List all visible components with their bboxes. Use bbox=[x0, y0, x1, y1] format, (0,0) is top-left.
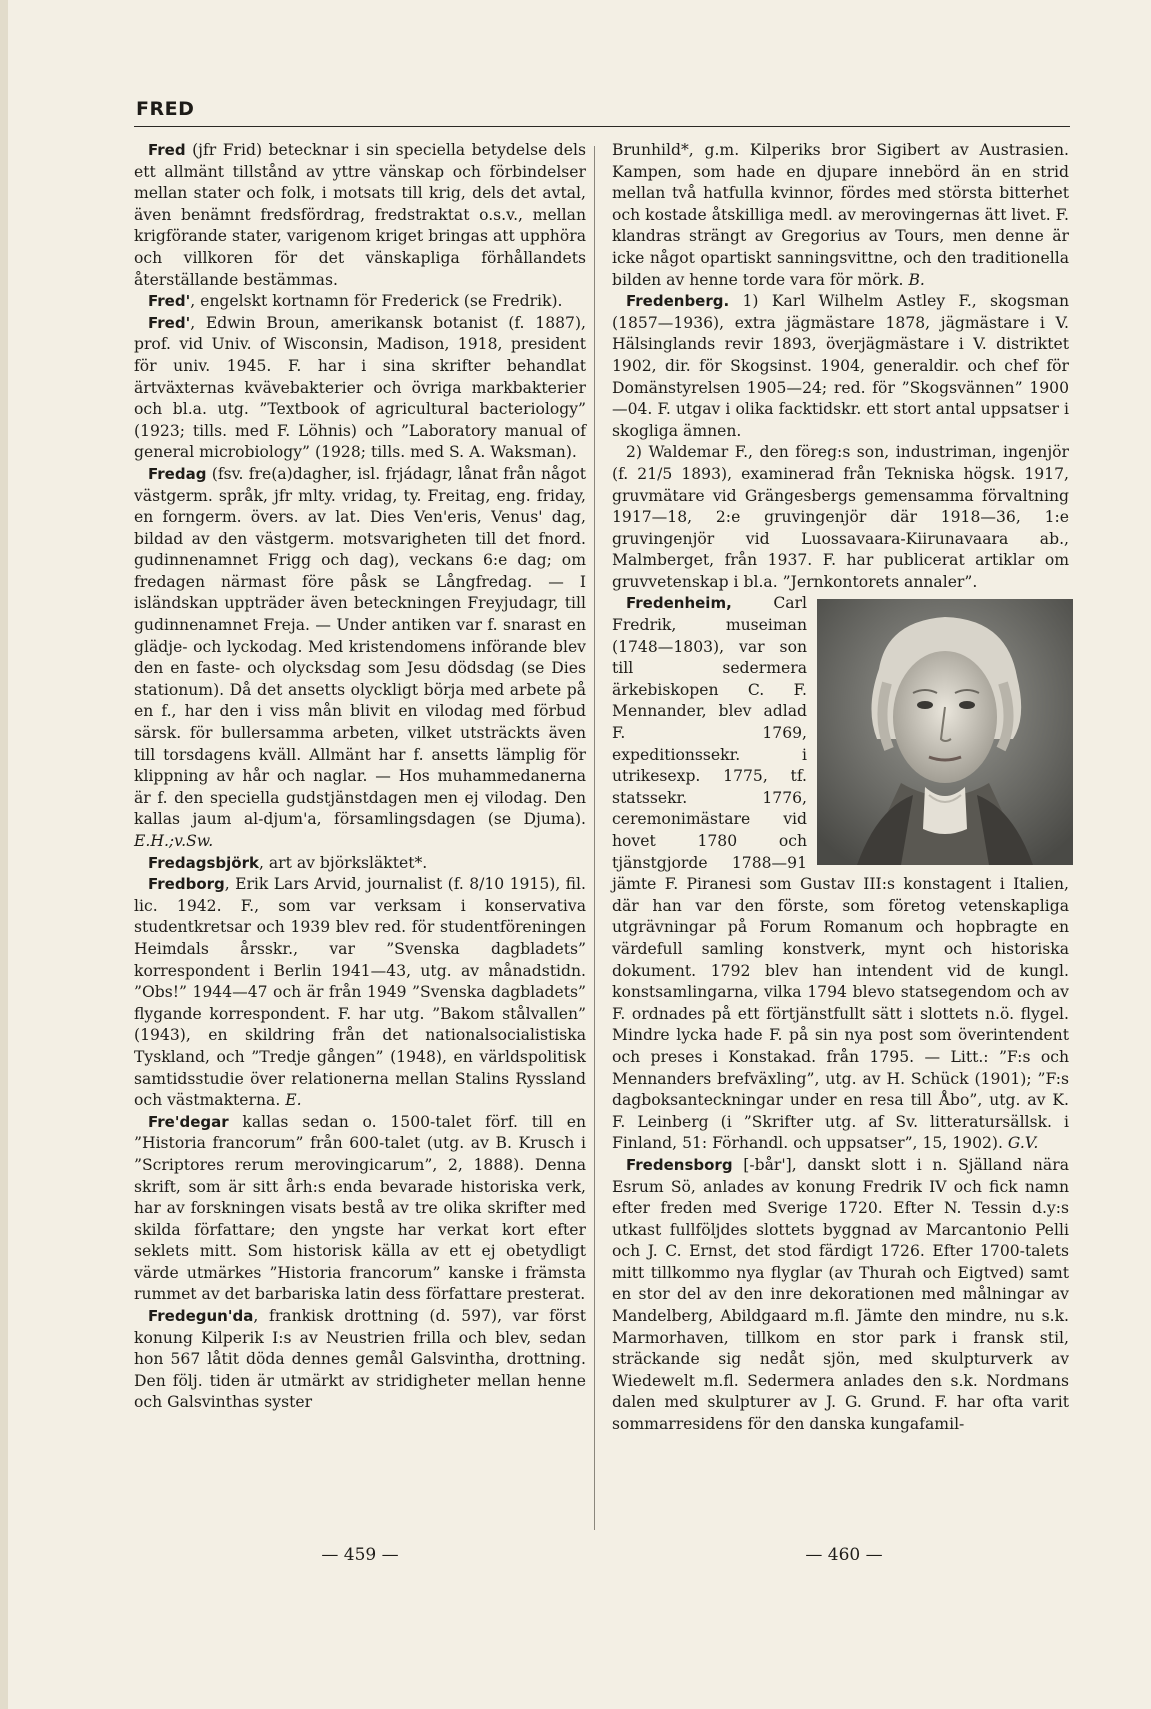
entry-text: , Erik Lars Arvid, journalist (f. 8/10 1915), fil. lic. 1942. F., som var verksam i konservativa studentkretsar och 1939 blev red. för studentföreningen Heimdals årsskr., var ”Svenska dagbladets” korrespondent i Berlin 1941—43, utg. av månadstidn. ”Obs!” 1944—47 och är från 1949 ”Svenska dagbladets” flygande korrespondent. F. har utg. ”Bakom stålvallen” (1943), en skildring från det nationalsocialistiska Tyskland, och ”Tredje gången” (1948), en världspolitisk samtidsstudie över relationerna mellan Stalins Ryssland och västmakterna. bbox=[134, 875, 586, 1110]
headword: Fred' bbox=[148, 292, 191, 311]
running-head: FRED bbox=[136, 98, 195, 120]
signature: G.V. bbox=[1007, 1134, 1039, 1153]
entry-text: 2) Waldemar F., den föreg:s son, industriman, ingenjör (f. 21/5 1893), examinerad från Tekniska högsk. 1917, gruvmätare vid Grängesbergs gemensamma förvaltning 1917—18, 2:e gruvingenjör där 1918—36, 1:e gruvingenjör vid Luossavaara-Kiirunavaara ab., Malmberget, från 1937. F. har publicerat artiklar om gruvvetenskap i bl.a. ”Jernkontorets annaler”. bbox=[612, 443, 1069, 591]
entry-text: , art av björksläktet*. bbox=[258, 853, 428, 872]
signature: E.H.;v.Sw. bbox=[134, 832, 214, 850]
entry-text: (fsv. fre(a)dagher, isl. frjádagr, lånat från något västgerm. språk, jfr mlty. vridag, ty. Freitag, eng. friday, en forngerm. övers. av lat. Dies Ven'eris, Venus' dag, bildad av den västgerm. motsvarigheten till det fnord. gudinnenamnet Frigg och dag), veckans 6:e dag; om fredagen närmast före påsk se Långfredag. — I isländskan uppträder även beteckningen Freyjudagr, till gudinnenamnet Freja. — Under antiken var f. snarast en glädje- och lyckodag. Med kristendomens införande blev den en faste- och olycksdag som Jesu dödsdag (se Dies stationum). Då det ansetts olyckligt börja med arbete på en f., har den i viss mån blivit en vilodag med förbud särsk. för bullersamma arbeten, vilket utsträckts även till torsdagens kväll. Allmänt har f. ansetts lämplig för klippning av hår och naglar. — Hos muhammedanerna är f. den speciella gudstjänstdagen men ej vilodag. Den kallas jaum al-djum'a, församlingsdagen (se Djuma). bbox=[134, 464, 586, 829]
entry-text: , frankisk drottning (d. 597), var först konung Kilperik I:s av Neustrien frilla och blev, sedan hon 567 låtit döda dennes gemål Galsvintha, drottning. Den följ. tiden är utmärkt av stridigheter mellan henne och Galsvinthas syster bbox=[134, 1307, 586, 1412]
entry-text: , engelskt kortnamn för Frederick (se Fredrik). bbox=[190, 292, 563, 311]
signature: E. bbox=[285, 1091, 302, 1110]
headword: Fred bbox=[148, 141, 186, 159]
headword: Fredegun'da bbox=[148, 1307, 254, 1326]
entry-fredenheim bbox=[612, 593, 1069, 1154]
entry-fredagsbjork bbox=[134, 853, 586, 875]
right-column bbox=[612, 140, 1069, 1436]
headword: Fre'degar bbox=[148, 1112, 229, 1131]
entry-fredborg bbox=[134, 874, 586, 1112]
entry-fredegunda-cont bbox=[612, 140, 1069, 291]
entry-fred-edwin bbox=[134, 313, 586, 464]
entry-fredenberg bbox=[612, 291, 1069, 442]
headword: Fredborg bbox=[148, 875, 225, 894]
portrait-fredenheim bbox=[817, 599, 1073, 865]
entry-fredag bbox=[134, 464, 586, 853]
headword: Fredensborg bbox=[626, 1155, 733, 1174]
headword: Fredenberg. bbox=[626, 292, 730, 311]
entry-text: Carl Fredrik, museiman (1748—1803), var son till sedermera ärkebiskopen C. F. Mennander, blev adlad F. 1769, expeditionssekr. i utrikesexp. 1775, tf. statssekr. 1776, ceremonimästare vid hovet 1780 och tjänstgjorde 1788—91 jämte F. Piranesi som Gustav III:s konstagent i Italien, där han var den förste, som företog vetenskapliga utgrävningar på Forum Romanum och hopbragte en värdefull samling konstverk, mynt och historiska dokument. 1792 blev han intendent vid de kungl. konstsamlingarna, vilka 1794 blevo statsegendom och av F. ordnades på ett förtjänstfullt sätt i slottets n.ö. flygel. Mindre lycka hade F. på sin nya post som överintendent och preses i Konstakad. från 1795. — Litt.: ”F:s och Mennanders brefväxling”, utg. av H. Schück (1901); ”F:s dagboksanteckningar under en resa till Åbo”, utg. av K. F. Leinberg (i ”Skrifter utg. af Sv. litteratursällsk. i Finland, 51: Förhandl. och uppsatser”, 15, 1902). bbox=[612, 594, 1069, 1153]
entry-text: 1) Karl Wilhelm Astley F., skogsman (1857—1936), extra jägmästare 1878, jägmästare i V. Hälsinglands revir 1893, överjägmästare i V. distriktet 1902, dir. för Skogsinst. 1904, generaldir. och chef för Domänstyrelsen 1905—24; red. för ”Skogsvännen” 1900—04. F. utgav i olika facktidskr. ett stort antal uppsatser i skogliga ämnen. bbox=[612, 292, 1069, 440]
entry-text: , Edwin Broun, amerikansk botanist (f. 1887), prof. vid Univ. of Wisconsin, Madison, 1918, president för univ. 1945. F. har i sina skrifter behandlat ärtväxternas kvävebakterier och övriga markbakterier och bl.a. utg. ”Textbook of agricultural bacteriology” (1923; tills. med F. Löhnis) och ”Laboratory manual of general microbiology” (1928; tills. med S. A. Waksman). bbox=[134, 313, 586, 462]
headword: Fredagsbjörk bbox=[148, 853, 259, 872]
column-divider bbox=[594, 146, 595, 1530]
entry-fredegar bbox=[134, 1112, 586, 1306]
portrait-image bbox=[817, 599, 1073, 865]
left-column bbox=[134, 140, 586, 1414]
entry-text: Brunhild*, g.m. Kilperiks bror Sigibert av Austrasien. Kampen, som hade en djupare innebörd än en strid mellan två hatfulla kvinnor, fördes med största bitterhet och kostade åtskilliga medl. av merovingernas ätt livet. F. klandras strängt av Gregorius av Tours, men denne är icke något opartiskt sanningsvittne, och den traditionella bilden av henne torde vara för mörk. bbox=[612, 141, 1069, 289]
entry-fred-english bbox=[134, 291, 586, 313]
entry-text: [-bår'], danskt slott i n. Själland nära Esrum Sö, anlades av konung Fredrik IV och fick namn efter freden med Sverige 1720. Efter N. Tessin d.y:s utkast fullföljdes slottets byggnad av Marcantonio Pelli och J. C. Ernst, det stod färdigt 1726. Efter 1700-talets mitt tillkommo nya flyglar (av Thurah och Eigtved) samt en stor del av den inre dekorationen med målningar av Mandelberg, Abildgaard m.fl. Jämte den mindre, nu s.k. Marmorhaven, tillkom en stor park i fransk stil, sträckande sig nedåt sjön, med skulpturverk av Wiedewelt m.fl. Sedermera anlades den s.k. Nordmans dalen med skulpturer av J. G. Grund. F. har ofta varit sommarresidens för den danska kungafamil- bbox=[612, 1155, 1069, 1434]
page-number-left: — 459 — bbox=[321, 1545, 399, 1565]
entry-fredegunda bbox=[134, 1306, 586, 1414]
page-number-right: — 460 — bbox=[805, 1545, 883, 1565]
headword: Fred' bbox=[148, 313, 191, 332]
entry-text: (jfr Frid) betecknar i sin speciella betydelse dels ett allmänt tillstånd av yttre vänskap och förbindelser mellan stater och folk, i motsats till krig, dels det avtal, även benämnt fredsfördrag, fredstraktat o.s.v., mellan krigförande stater, varigenom kriget bringas att upphöra och villkoren för det vänskapliga förhållandets återställande bestämmas. bbox=[134, 141, 586, 289]
signature: B. bbox=[908, 270, 925, 289]
entry-fredenberg-2 bbox=[612, 442, 1069, 593]
header-rule bbox=[134, 126, 1070, 127]
headword: Fredenheim, bbox=[626, 594, 732, 613]
entry-fredensborg bbox=[612, 1155, 1069, 1436]
entry-text: kallas sedan o. 1500-talet förf. till en ”Historia francorum” från 600-talet (utg. av B. Krusch i ”Scriptores rerum merovingicarum”, 2, 1888). Denna skrift, som är sitt årh:s enda bevarade historiska verk, har av forskningen visats bestå av tre olika skrifter med skilda författare; den yngste har verkat kort efter seklets mitt. Som historisk källa av ett ej obetydligt värde utmärkes ”Historia francorum” kanske i främsta rummet av det barbariska latin dess författare presterat. bbox=[134, 1112, 586, 1304]
entry-fred bbox=[134, 140, 586, 291]
headword: Fredag bbox=[148, 464, 207, 483]
